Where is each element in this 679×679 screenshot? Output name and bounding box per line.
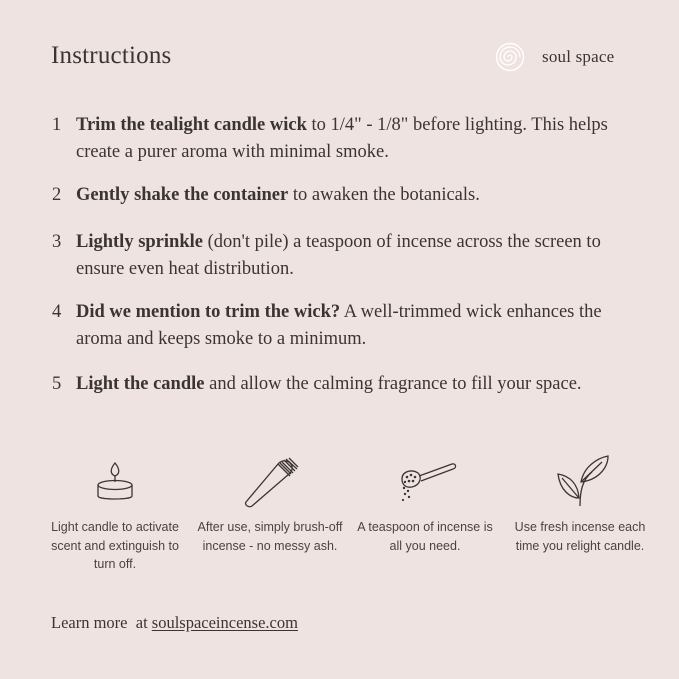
step-detail: A well-trimmed wick enhances the aroma and keeps smoke to a minimum.	[76, 302, 602, 349]
step-text	[76, 229, 652, 283]
brush-icon	[238, 452, 302, 508]
step-detail: and allow the calming fragrance to fill your space.	[204, 374, 582, 394]
brand-name: soul space	[542, 47, 615, 66]
feature-fresh	[505, 450, 655, 555]
swirl-logo-icon	[495, 42, 525, 72]
feature-caption: A teaspoon of incense is all you need.	[357, 520, 493, 553]
step-number: 4	[52, 302, 62, 322]
step-emphasis: Did we mention to trim the wick?	[76, 302, 341, 322]
feature-teaspoon	[350, 450, 500, 555]
step-emphasis: Lightly sprinkle	[76, 232, 203, 252]
step-number: 5	[52, 374, 62, 394]
footer-prefix: Learn more at	[51, 613, 152, 632]
feature-icons	[40, 450, 650, 590]
step-emphasis: Trim the tealight candle wick	[76, 115, 307, 135]
step-text	[76, 371, 652, 398]
teaspoon-icon	[390, 455, 460, 505]
step-emphasis: Light the candle	[76, 374, 205, 394]
step-text	[76, 112, 652, 166]
step-emphasis: Gently shake the container	[76, 185, 289, 205]
footer	[51, 613, 298, 633]
feature-brush	[195, 450, 345, 555]
step-number: 1	[52, 115, 62, 135]
step-text	[76, 299, 652, 353]
feature-caption: After use, simply brush-off incense - no messy ash.	[197, 520, 343, 553]
brand-logo	[495, 42, 614, 72]
feature-candle	[40, 450, 190, 574]
step-text	[76, 182, 652, 209]
step-detail: (don't pile) a teaspoon of incense across the screen to ensure even heat distribution.	[76, 232, 601, 279]
tealight-candle-icon	[92, 455, 138, 505]
step-detail: to 1/4" - 1/8" before lighting. This helps create a purer aroma with minimal smoke.	[76, 115, 608, 162]
feature-caption: Use fresh incense each time you relight candle.	[514, 520, 646, 553]
step-number: 2	[52, 185, 62, 205]
leaf-sprout-icon	[548, 452, 612, 508]
page-title: Instructions	[51, 42, 172, 69]
feature-caption: Light candle to activate scent and extinguish to turn off.	[51, 520, 179, 571]
website-link[interactable]: soulspaceincense.com	[151, 613, 298, 632]
step-detail: to awaken the botanicals.	[288, 185, 480, 205]
step-number: 3	[52, 232, 62, 252]
